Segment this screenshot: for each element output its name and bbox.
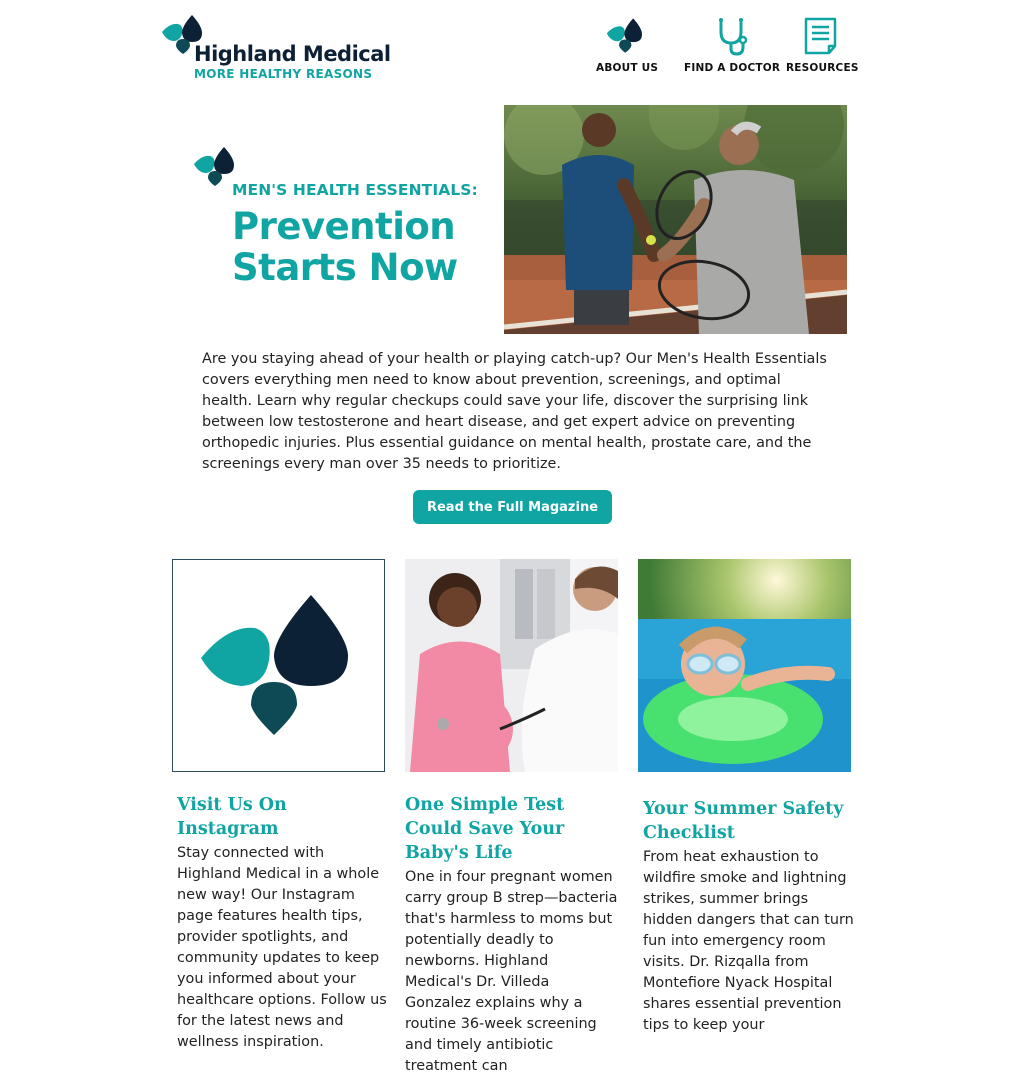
brand-name: Highland Medical [194, 42, 391, 66]
document-icon [802, 16, 842, 56]
card-group-b-strep [405, 559, 618, 1074]
stethoscope-icon [712, 16, 752, 56]
nav-label: RESOURCES [786, 62, 859, 74]
hero-eyebrow: MEN'S HEALTH ESSENTIALS: [232, 181, 478, 199]
nav-label: ABOUT US [596, 62, 659, 74]
pregnant-patient-photo[interactable] [405, 559, 618, 772]
card-title[interactable]: Your Summer Safety Checklist [643, 799, 844, 843]
brand-logo-image[interactable] [172, 559, 385, 772]
intro-paragraph: Are you staying ahead of your health or playing catch-up? Our Men's Health Essentials covers everything men need to know about prevention, screenings, and optimal health. Learn why regular checkups could save your life, discover the surprising link between low testosterone and heart disease, and get expert advice on preventing orthopedic injuries. Plus essential guidance on mental health, prostate care, and the screenings every man over 35 needs to prioritize. [202, 351, 827, 472]
card-text: Stay connected with Highland Medical in a whole new way! Our Instagram page features health tips, provider spotlights, and community updates to keep you informed about your healthcare options. Follow us for the latest news and wellness inspiration. [177, 845, 387, 1050]
tennis-players-photo[interactable] [504, 105, 847, 334]
card-text: From heat exhaustion to wildfire smoke and lightning strikes, summer brings hidden dangers that can turn fun into emergency room visits. Dr. Rizqalla from Montefiore Nyack Hospital shares essential prevention tips to keep your [643, 849, 854, 1033]
read-full-magazine-button[interactable]: Read the Full Magazine [413, 490, 612, 524]
nav-about-us[interactable] [596, 16, 658, 74]
brand-tagline: MORE HEALTHY REASONS [194, 67, 373, 81]
droplets-icon [605, 16, 649, 56]
card-instagram [172, 559, 387, 1050]
child-in-pool-photo[interactable] [638, 559, 851, 772]
nav-label: FIND A DOCTOR [684, 62, 781, 74]
nav-find-a-doctor[interactable] [684, 16, 780, 74]
card-title[interactable]: Visit Us On Instagram [177, 795, 287, 839]
card-title[interactable]: One Simple Test Could Save Your Baby's Life [405, 795, 565, 863]
hero-title: Prevention Starts Now [232, 205, 458, 289]
brand-logo[interactable] [160, 14, 391, 84]
card-text: One in four pregnant women carry group B strep—bacteria that's harmless to moms but potentially deadly to newborns. Highland Medical's Dr. Villeda Gonzalez explains why a routine 36-week screening and timely antibiotic treatment can [405, 869, 618, 1074]
card-summer-safety [638, 559, 854, 1033]
nav-resources[interactable] [786, 16, 859, 74]
